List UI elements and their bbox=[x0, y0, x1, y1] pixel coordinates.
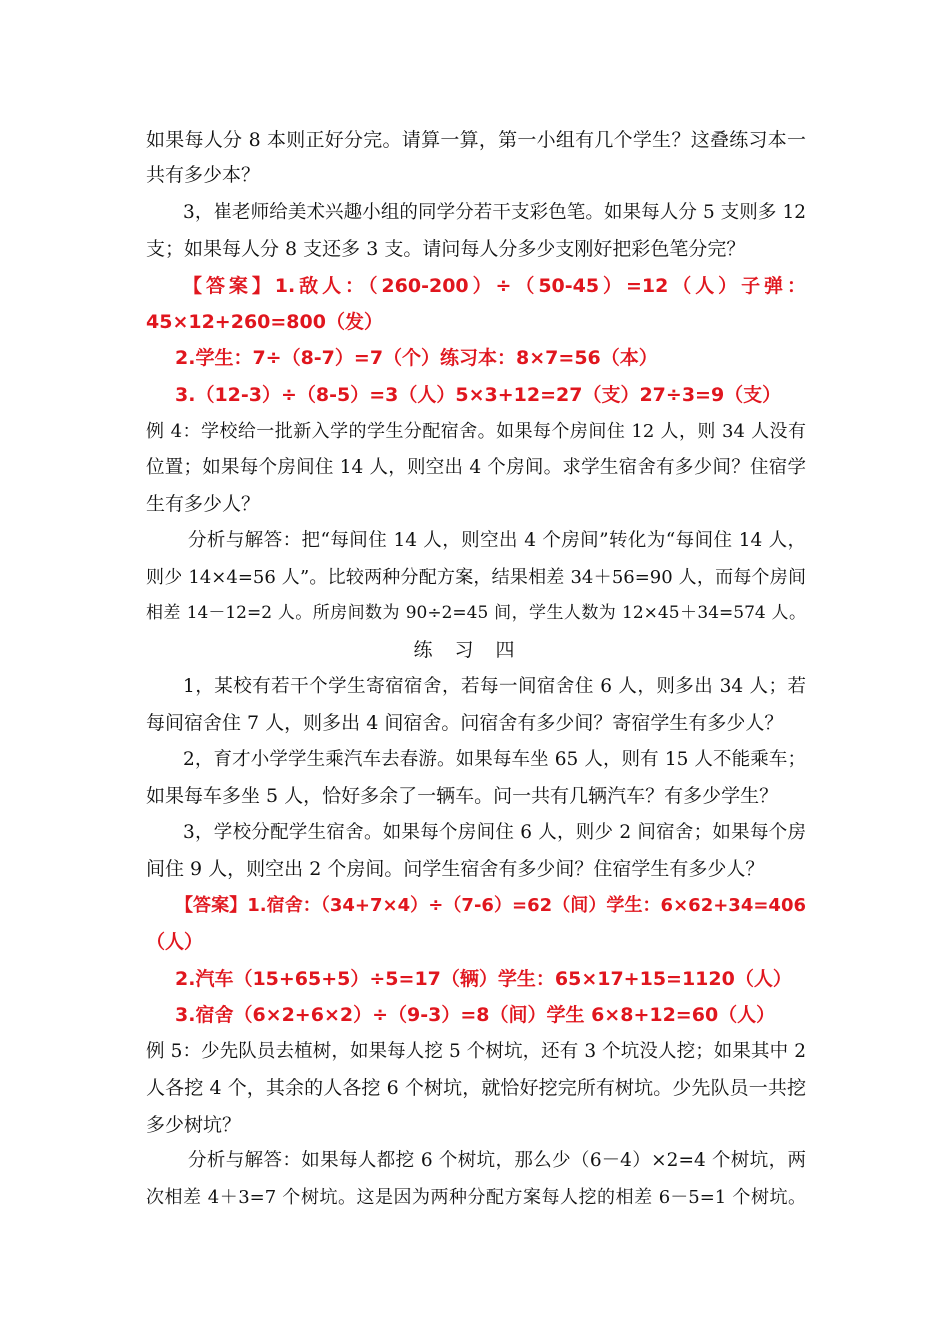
analysis-line: 次相差 4＋3=7 个树坑。这是因为两种分配方案每人挖的相差 6－5=1 个树坑。 bbox=[146, 1187, 806, 1208]
text-line: 如果每车多坐 5 人，恰好多余了一辆车。问一共有几辆汽车？有多少学生？ bbox=[146, 785, 779, 807]
answer-line: 3.宿舍（6×2+6×2）÷（9-3）=8（间）学生 6×8+12=60（人） bbox=[175, 1004, 776, 1026]
text-line: 3，崔老师给美术兴趣小组的同学分若干支彩色笔。如果每人分 5 支则多 12 bbox=[183, 202, 806, 223]
text-line: 多少树坑？ bbox=[146, 1114, 242, 1136]
text-line: 1，某校有若干个学生寄宿宿舍，若每一间宿舍住 6 人，则多出 34 人；若 bbox=[183, 676, 806, 697]
text-line: 间住 9 人，则空出 2 个房间。问学生宿舍有多少间？住宿学生有多少人？ bbox=[146, 858, 765, 880]
text-line: 共有多少本？ bbox=[146, 164, 261, 186]
text-line: 生有多少人？ bbox=[146, 493, 261, 515]
answer-line: 【答案】1.敌人：（260-200）÷（50-45）=12（人）子弹： bbox=[183, 275, 806, 297]
analysis-line: 分析与解答：如果每人都挖 6 个树坑，那么少（6－4）×2=4 个树坑，两 bbox=[188, 1150, 806, 1171]
text-line: 人各挖 4 个，其余的人各挖 6 个树坑，就恰好挖完所有树坑。少先队员一共挖 bbox=[146, 1077, 806, 1099]
answer-line: （人） bbox=[146, 931, 204, 953]
text-line: 3，学校分配学生宿舍。如果每个房间住 6 人，则少 2 间宿舍；如果每个房 bbox=[183, 822, 806, 843]
text-line: 例 4：学校给一批新入学的学生分配宿舍。如果每个房间住 12 人，则 34 人没有 bbox=[146, 421, 806, 442]
answer-line: 45×12+260=800（发） bbox=[146, 311, 383, 333]
text-line: 例 5：少先队员去植树，如果每人挖 5 个树坑，还有 3 个坑没人挖；如果其中 2 bbox=[146, 1041, 806, 1062]
answer-line: 2.汽车（15+65+5）÷5=17（辆）学生：65×17+15=1120（人） bbox=[175, 968, 792, 990]
analysis-line: 则少 14×4=56 人”。比较两种分配方案，结果相差 34＋56=90 人，而每个房间 bbox=[146, 567, 806, 588]
analysis-line: 分析与解答：把“每间住 14 人，则空出 4 个房间”转化为“每间住 14 人， bbox=[188, 530, 806, 551]
text-line: 支；如果每人分 8 支还多 3 支。请问每人分多少支刚好把彩色笔分完？ bbox=[146, 238, 746, 260]
analysis-line: 相差 14－12=2 人。所房间数为 90÷2=45 间，学生人数为 12×45＋34=574 人。 bbox=[146, 603, 806, 623]
text-line: 2，育才小学学生乘汽车去春游。如果每车坐 65 人，则有 15 人不能乘车； bbox=[183, 749, 806, 770]
answer-line: 3.（12-3）÷（8-5）=3（人）5×3+12=27（支）27÷3=9（支） bbox=[175, 384, 782, 406]
text-line: 如果每人分 8 本则正好分完。请算一算，第一小组有几个学生？这叠练习本一 bbox=[146, 129, 806, 151]
section-title: 练习四 bbox=[413, 639, 537, 661]
text-line: 每间宿舍住 7 人，则多出 4 间宿舍。问宿舍有多少间？寄宿学生有多少人？ bbox=[146, 712, 784, 734]
answer-line: 2.学生：7÷（8-7）=7（个）练习本：8×7=56（本） bbox=[175, 347, 658, 369]
answer-line: 【答案】1.宿舍：（34+7×4）÷（7-6）=62（间）学生：6×62+34=406 bbox=[175, 895, 806, 916]
text-line: 位置；如果每个房间住 14 人，则空出 4 个房间。求学生宿舍有多少间？住宿学 bbox=[146, 457, 806, 478]
